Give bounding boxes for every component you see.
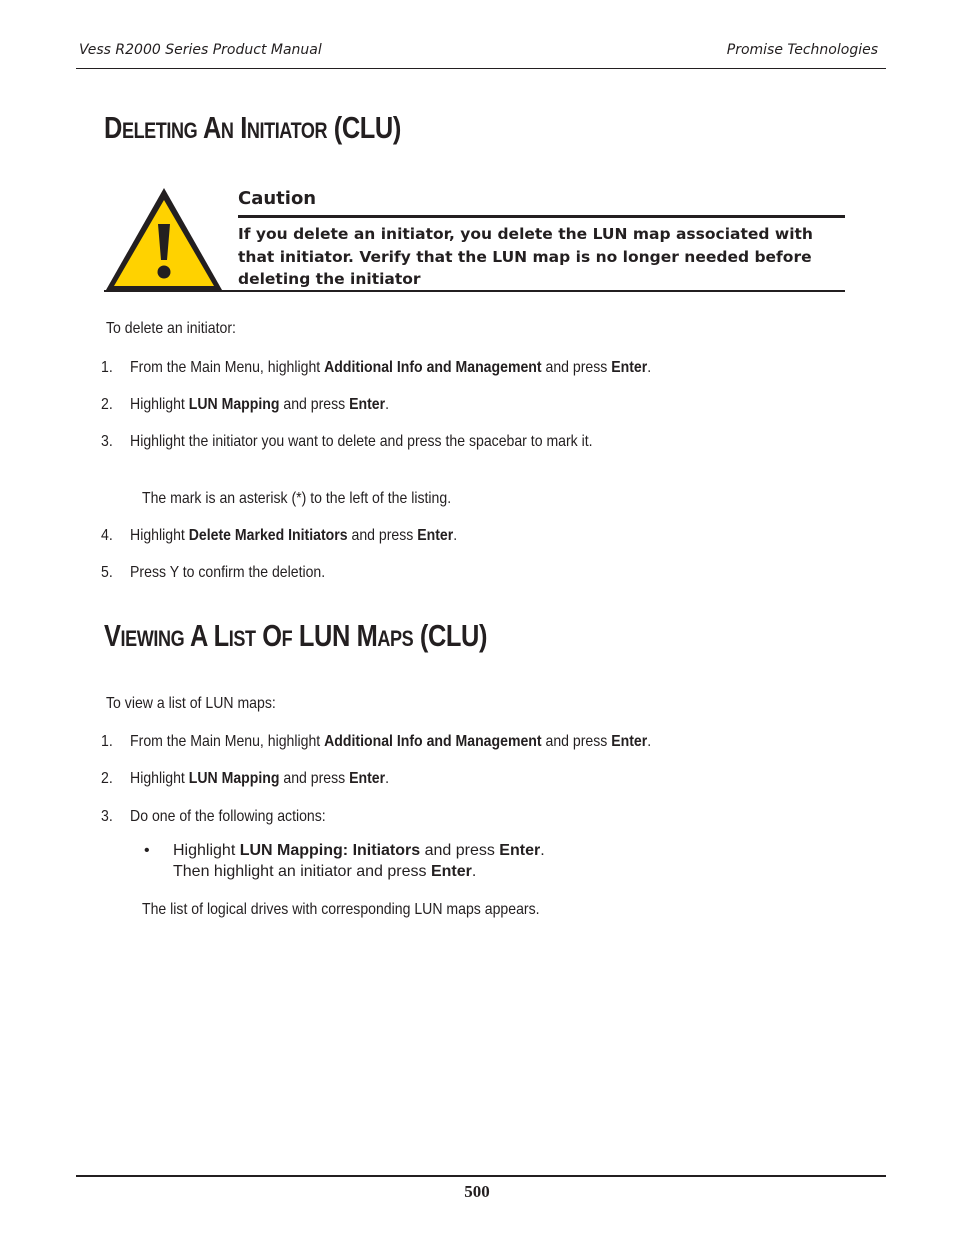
footer-rule (76, 1175, 886, 1177)
step-item: 5. Press Y to confirm the deletion. (101, 564, 326, 581)
step-item: 2. Highlight LUN Mapping and press Enter. (101, 770, 390, 787)
section-title-text: DELETING AN INITIATOR (CLU) (104, 110, 401, 145)
intro-view-lun-maps: To view a list of LUN maps: (106, 695, 276, 712)
bullet-item: • Highlight LUN Mapping: Initiators and press Enter. Then highlight an initiator and press Enter. (144, 842, 545, 880)
section-title-deleting-initiator (104, 110, 401, 146)
bullet-marker: • (144, 842, 150, 859)
page-header (76, 40, 886, 69)
step-item: 4. Highlight Delete Marked Initiators and press Enter. (101, 527, 458, 544)
header-company: Promise Technologies (726, 42, 878, 58)
header-manual-title: Vess R2000 Series Product Manual (79, 42, 322, 58)
page-number: 500 (464, 1182, 490, 1201)
step-item: 1. From the Main Menu, highlight Additional Info and Management and press Enter. (101, 359, 652, 376)
step-item: 1. From the Main Menu, highlight Additional Info and Management and press Enter. (101, 733, 652, 750)
intro-delete-initiator: To delete an initiator: (106, 320, 236, 337)
caution-rule-top (238, 215, 845, 218)
step-item: 3. Highlight the initiator you want to delete and press the spacebar to mark it. (101, 433, 593, 450)
section-title-text: VIEWING A LIST OF LUN MAPS (CLU) (104, 618, 488, 653)
caution-rule-bottom (104, 290, 845, 292)
step-item: 2. Highlight LUN Mapping and press Enter. (101, 396, 390, 413)
caution-box (104, 186, 846, 293)
bullet-continuation: Then highlight an initiator and press Enter. (173, 863, 477, 880)
step-note: The mark is an asterisk (*) to the left of the listing. (142, 490, 452, 507)
caution-text: If you delete an initiator, you delete the LUN map associated with that initiator. Verify that the LUN map is no longer needed before deleting the initiator (238, 225, 813, 288)
warning-icon (104, 186, 224, 292)
step-item: 3. Do one of the following actions: (101, 808, 326, 825)
result-note: The list of logical drives with corresponding LUN maps appears. (142, 901, 540, 918)
section-title-viewing-lun-maps (104, 618, 487, 654)
caution-title: Caution (238, 188, 317, 209)
